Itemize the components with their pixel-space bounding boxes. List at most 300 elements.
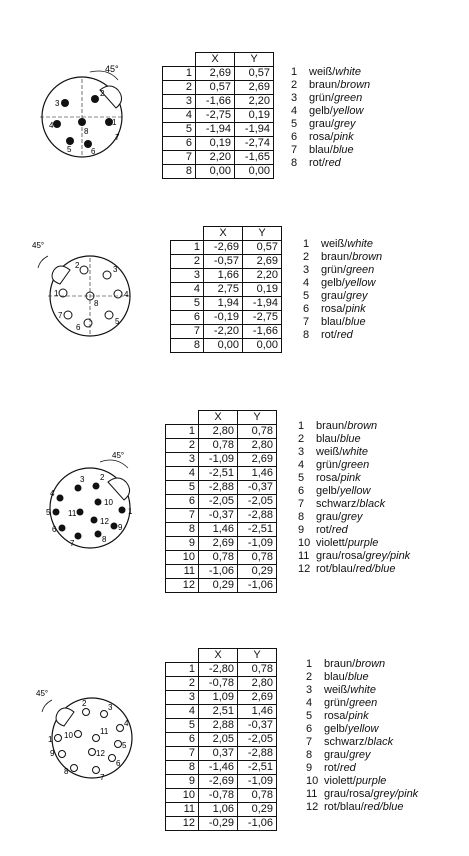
table-cell: 0,00 [204, 339, 243, 353]
legend-item: 8 grau / grey [298, 511, 363, 523]
table-row [163, 151, 274, 165]
pin-contact [75, 533, 82, 540]
legend-item: 7 schwarz / black [298, 498, 386, 510]
table-row [166, 467, 277, 481]
pin-number-label: 6 [52, 525, 57, 534]
legend-item: 5 rosa / pink [306, 710, 369, 722]
pin-contact [77, 509, 84, 516]
legend-item: 6 gelb / yellow [306, 723, 379, 735]
table-cell: -2,75 [196, 109, 235, 123]
pin-number-label: 9 [50, 749, 55, 758]
table-row [171, 227, 282, 241]
legend-item: 12 rot/blau / red/blue [306, 801, 404, 813]
table-cell: 0,29 [199, 579, 238, 593]
legend-item: 6 rosa / pink [303, 303, 366, 315]
table-cell: -1,94 [196, 123, 235, 137]
table-row [166, 649, 277, 663]
table-cell: X [204, 227, 243, 241]
legend-item: 3 grün / green [303, 264, 375, 276]
pin-number-label: 11 [100, 727, 109, 736]
table-cell: 6 [166, 495, 199, 509]
legend-item: 3 weiß / white [298, 446, 368, 458]
angle-label: 45° [105, 64, 119, 74]
table-row [166, 551, 277, 565]
table-row [163, 109, 274, 123]
table-cell: 0,78 [199, 439, 238, 453]
pin-contact [114, 290, 122, 298]
table-cell: 11 [166, 565, 199, 579]
pin-number-label: 3 [108, 703, 113, 712]
table-cell: 0,00 [243, 339, 282, 353]
table-cell: 3 [171, 269, 204, 283]
legend-item: 9 rot / red [306, 762, 356, 774]
legend-item: 2 braun / brown [303, 251, 383, 263]
legend-item: 3 grün / green [291, 92, 363, 104]
coordinate-table-1 [162, 52, 274, 179]
table-cell: -2,51 [238, 761, 277, 775]
pin-number-label: 8 [94, 299, 99, 308]
table-cell: 0,57 [196, 81, 235, 95]
pin-number-label: 7 [70, 539, 75, 548]
table-cell: 4 [171, 283, 204, 297]
table-row [166, 677, 277, 691]
table-row [166, 537, 277, 551]
table-cell: -2,51 [199, 467, 238, 481]
table-row [166, 705, 277, 719]
pin-contact [78, 118, 86, 126]
table-cell: 10 [166, 789, 199, 803]
legend-item: 9 rot / red [298, 524, 348, 536]
table-cell: 7 [166, 747, 199, 761]
pin-contact [53, 509, 60, 516]
table-cell: -2,74 [235, 137, 274, 151]
table-cell: -2,05 [199, 495, 238, 509]
pin-contact [115, 741, 122, 748]
table-cell: 1 [166, 425, 199, 439]
table-cell: 5 [171, 297, 204, 311]
table-cell: -2,88 [238, 747, 277, 761]
table-cell: -2,51 [238, 523, 277, 537]
table-cell: X [196, 53, 235, 67]
table-cell: 2,69 [238, 453, 277, 467]
pin-contact [55, 735, 62, 742]
table-cell: 5 [163, 123, 196, 137]
table-row [166, 761, 277, 775]
table-cell: 2 [166, 677, 199, 691]
pin-diagram-3 [38, 450, 148, 560]
table-cell: 3 [166, 453, 199, 467]
legend-item: 11 grau/rosa / grey/pink [298, 550, 411, 562]
table-cell: 2 [171, 255, 204, 269]
table-cell: 2 [166, 439, 199, 453]
legend-item: 2 braun / brown [291, 79, 371, 91]
table-cell: 1 [171, 241, 204, 255]
table-row [171, 325, 282, 339]
table-row [166, 579, 277, 593]
table-cell: 0,57 [235, 67, 274, 81]
table-cell: 0,19 [235, 109, 274, 123]
table-cell: 0,78 [238, 551, 277, 565]
table-cell: 0,78 [199, 551, 238, 565]
table-cell: -1,09 [238, 537, 277, 551]
pin-number-label: 3 [113, 265, 118, 274]
legend-item: 2 blau / blue [298, 433, 361, 445]
table-cell: 8 [166, 761, 199, 775]
table-row [166, 733, 277, 747]
pin-contact [93, 767, 100, 774]
pin-number-label: 8 [102, 535, 107, 544]
table-cell: -0,37 [238, 719, 277, 733]
pin-number-label: 2 [100, 89, 105, 98]
table-cell: X [199, 649, 238, 663]
table-cell: 0,57 [243, 241, 282, 255]
pin-diagram-2 [30, 234, 140, 344]
table-cell: -2,80 [199, 663, 238, 677]
table-cell: -0,29 [199, 817, 238, 831]
pin-number-label: 6 [116, 759, 121, 768]
angle-label: 45° [36, 689, 49, 698]
legend-item: 12 rot/blau / red/blue [298, 563, 396, 575]
table-cell: -1,94 [243, 297, 282, 311]
table-row [166, 803, 277, 817]
table-cell: 6 [163, 137, 196, 151]
table-cell: 2,51 [199, 705, 238, 719]
table-cell: 1,09 [199, 691, 238, 705]
table-cell: 0,00 [196, 165, 235, 179]
color-legend-1 [291, 66, 370, 170]
table-row [166, 509, 277, 523]
table-cell: 1,94 [204, 297, 243, 311]
pin-contact [93, 483, 100, 490]
table-row [166, 747, 277, 761]
pin-number-label: 8 [84, 127, 89, 136]
pin-number-label: 11 [68, 509, 77, 518]
table-row [163, 123, 274, 137]
table-cell: 2,88 [199, 719, 238, 733]
table-cell: 0,29 [238, 565, 277, 579]
table-cell: 2,20 [243, 269, 282, 283]
legend-item: 4 grün / green [306, 697, 378, 709]
table-cell: 1,66 [204, 269, 243, 283]
pin-diagram-4 [34, 686, 144, 796]
table-cell: -2,88 [238, 509, 277, 523]
table-cell: 1,46 [199, 523, 238, 537]
table-row [166, 565, 277, 579]
pin-contact [91, 517, 98, 524]
legend-item: 3 weiß / white [306, 684, 376, 696]
legend-item: 8 rot / red [303, 329, 353, 341]
pin-number-label: 10 [64, 731, 73, 740]
table-row [166, 719, 277, 733]
legend-item: 1 weiß / white [303, 238, 373, 250]
table-cell: 5 [166, 481, 199, 495]
table-cell: 4 [166, 467, 199, 481]
pin-number-label: 10 [104, 498, 113, 507]
pin-number-label: 1 [54, 289, 59, 298]
table-cell: Y [235, 53, 274, 67]
table-cell: 7 [171, 325, 204, 339]
pin-contact [95, 499, 102, 506]
table-cell: -1,46 [199, 761, 238, 775]
table-row [166, 481, 277, 495]
legend-item: 4 gelb / yellow [303, 277, 376, 289]
table-cell: Y [238, 411, 277, 425]
pin-number-label: 4 [49, 121, 54, 130]
legend-item: 1 braun / brown [306, 658, 386, 670]
pin-number-label: 1 [48, 735, 53, 744]
table-cell: 0,78 [238, 789, 277, 803]
pin-number-label: 4 [124, 719, 129, 728]
table-cell: -0,19 [204, 311, 243, 325]
pin-contact [89, 749, 96, 756]
table-cell: 0,19 [196, 137, 235, 151]
table-row [166, 691, 277, 705]
table-cell: 2,80 [238, 439, 277, 453]
table-row [163, 95, 274, 109]
pin-contact [66, 137, 74, 145]
table-cell: Y [238, 649, 277, 663]
table-cell [163, 53, 196, 67]
pin-contact [103, 271, 111, 279]
table-cell: -1,66 [243, 325, 282, 339]
table-cell: 12 [166, 579, 199, 593]
table-row [166, 523, 277, 537]
table-row [166, 495, 277, 509]
table-cell: -1,09 [199, 453, 238, 467]
table-cell: -0,57 [204, 255, 243, 269]
pin-contact [83, 709, 90, 716]
pin-contact [61, 99, 69, 107]
pin-number-label: 6 [76, 323, 81, 332]
legend-item: 6 rosa / pink [291, 131, 354, 143]
table-cell: 2,69 [196, 67, 235, 81]
table-row [163, 53, 274, 67]
table-cell: -2,75 [243, 311, 282, 325]
pin-number-label: 2 [100, 473, 105, 482]
pin-contact [105, 311, 113, 319]
pin-number-label: 1 [128, 507, 133, 516]
table-row [166, 789, 277, 803]
legend-item: 7 blau / blue [291, 144, 354, 156]
table-cell: -1,06 [238, 817, 277, 831]
table-cell: 3 [166, 691, 199, 705]
table-cell: 6 [166, 733, 199, 747]
pin-number-label: 5 [122, 741, 127, 750]
legend-item: 5 grau / grey [291, 118, 356, 130]
table-cell: 2,80 [199, 425, 238, 439]
table-cell: 1,06 [199, 803, 238, 817]
color-legend-3 [298, 420, 410, 576]
table-cell: 8 [163, 165, 196, 179]
table-cell: 2,75 [204, 283, 243, 297]
legend-item: 2 blau / blue [306, 671, 369, 683]
pin-number-label: 7 [100, 773, 105, 782]
angle-label: 45° [32, 241, 45, 250]
table-cell: 2,80 [238, 677, 277, 691]
table-cell: 8 [171, 339, 204, 353]
table-cell: 2,69 [243, 255, 282, 269]
table-row [166, 453, 277, 467]
pin-contact [57, 495, 64, 502]
table-cell: 0,78 [238, 425, 277, 439]
table-cell: 9 [166, 775, 199, 789]
pin-contact [75, 731, 82, 738]
pin-contact [84, 319, 92, 327]
table-cell: 1 [163, 67, 196, 81]
table-cell: Y [243, 227, 282, 241]
coordinate-table-4 [165, 648, 277, 831]
table-cell: 0,78 [238, 663, 277, 677]
table-cell: -2,69 [199, 775, 238, 789]
table-cell: -1,66 [196, 95, 235, 109]
table-row [171, 255, 282, 269]
table-cell: -2,05 [238, 733, 277, 747]
table-row [171, 311, 282, 325]
table-cell: 1,46 [238, 705, 277, 719]
coordinate-table-2 [170, 226, 282, 353]
table-cell: -1,06 [199, 565, 238, 579]
table-cell: 2,69 [235, 81, 274, 95]
table-cell: 4 [166, 705, 199, 719]
table-row [171, 297, 282, 311]
table-cell: 7 [163, 151, 196, 165]
pin-contact [59, 525, 66, 532]
legend-item: 5 rosa / pink [298, 472, 361, 484]
legend-item: 4 grün / green [298, 459, 370, 471]
pin-contact [93, 735, 100, 742]
table-cell: -1,09 [238, 775, 277, 789]
table-cell: 0,19 [243, 283, 282, 297]
table-cell: 4 [163, 109, 196, 123]
pin-number-label: 2 [75, 261, 80, 270]
legend-item: 1 braun / brown [298, 420, 378, 432]
table-cell: 2 [163, 81, 196, 95]
table-cell: 9 [166, 537, 199, 551]
coordinate-table-3 [165, 410, 277, 593]
table-cell: X [199, 411, 238, 425]
table-cell: 0,29 [238, 803, 277, 817]
pin-number-label: 12 [96, 749, 105, 758]
pin-diagram-1 [30, 62, 140, 172]
table-row [166, 411, 277, 425]
legend-item: 8 grau / grey [306, 749, 371, 761]
pin-contact [111, 523, 118, 530]
table-cell [166, 411, 199, 425]
pin-contact [95, 531, 102, 538]
legend-item: 5 grau / grey [303, 290, 368, 302]
table-cell: 11 [166, 803, 199, 817]
pin-contact [109, 755, 116, 762]
table-row [171, 339, 282, 353]
pin-number-label: 5 [46, 508, 51, 517]
table-cell [166, 649, 199, 663]
table-row [163, 165, 274, 179]
table-cell: -1,65 [235, 151, 274, 165]
table-cell: 8 [166, 523, 199, 537]
table-cell: -2,69 [204, 241, 243, 255]
pin-contact [91, 95, 99, 103]
pin-number-label: 3 [80, 475, 85, 484]
pin-contact [59, 751, 66, 758]
table-cell: 2,05 [199, 733, 238, 747]
table-cell: 10 [166, 551, 199, 565]
pin-number-label: 6 [91, 147, 96, 156]
pin-contact [64, 311, 72, 319]
table-cell: 0,00 [235, 165, 274, 179]
table-cell: -0,37 [238, 481, 277, 495]
pin-contact [53, 120, 61, 128]
table-cell: 12 [166, 817, 199, 831]
angle-label: 45° [112, 451, 125, 460]
color-legend-4 [306, 658, 418, 814]
table-cell: -0,78 [199, 677, 238, 691]
table-cell: 2,69 [199, 537, 238, 551]
table-cell: 2,20 [235, 95, 274, 109]
pin-contact [119, 507, 126, 514]
table-cell: -2,20 [204, 325, 243, 339]
table-cell [171, 227, 204, 241]
pin-contact [117, 725, 124, 732]
pin-number-label: 3 [55, 99, 60, 108]
table-cell: -1,94 [235, 123, 274, 137]
color-legend-2 [303, 238, 382, 342]
table-row [171, 269, 282, 283]
table-row [166, 425, 277, 439]
table-cell: -1,06 [238, 579, 277, 593]
legend-item: 8 rot / red [291, 157, 341, 169]
table-cell: 0,37 [199, 747, 238, 761]
table-cell: -2,05 [238, 495, 277, 509]
table-row [163, 67, 274, 81]
legend-item: 4 gelb / yellow [291, 105, 364, 117]
pin-contact [75, 485, 82, 492]
table-cell: 5 [166, 719, 199, 733]
table-cell: 7 [166, 509, 199, 523]
table-row [166, 663, 277, 677]
table-row [166, 775, 277, 789]
legend-item: 10 violett / purple [306, 775, 387, 787]
legend-item: 7 blau / blue [303, 316, 366, 328]
pin-number-label: 4 [124, 290, 129, 299]
pin-contact [80, 266, 88, 274]
pin-number-label: 9 [118, 523, 123, 532]
table-cell: 1,46 [238, 467, 277, 481]
pin-number-label: 7 [58, 311, 63, 320]
pin-number-label: 1 [112, 118, 117, 127]
pin-number-label: 7 [115, 133, 120, 142]
pin-number-label: 5 [67, 145, 72, 154]
table-cell: -2,88 [199, 481, 238, 495]
pin-number-label: 4 [50, 489, 55, 498]
table-row [171, 241, 282, 255]
table-row [163, 137, 274, 151]
table-row [163, 81, 274, 95]
table-cell: 3 [163, 95, 196, 109]
pin-contact [71, 765, 78, 772]
table-cell: 1 [166, 663, 199, 677]
legend-item: 6 gelb / yellow [298, 485, 371, 497]
table-row [166, 439, 277, 453]
legend-item: 11 grau/rosa / grey/pink [306, 788, 419, 800]
table-cell: -0,78 [199, 789, 238, 803]
table-cell: 2,20 [196, 151, 235, 165]
pin-number-label: 12 [100, 517, 109, 526]
legend-item: 7 schwarz / black [306, 736, 394, 748]
pin-number-label: 5 [115, 317, 120, 326]
pin-number-label: 8 [64, 767, 69, 776]
table-row [171, 283, 282, 297]
legend-item: 1 weiß / white [291, 66, 361, 78]
